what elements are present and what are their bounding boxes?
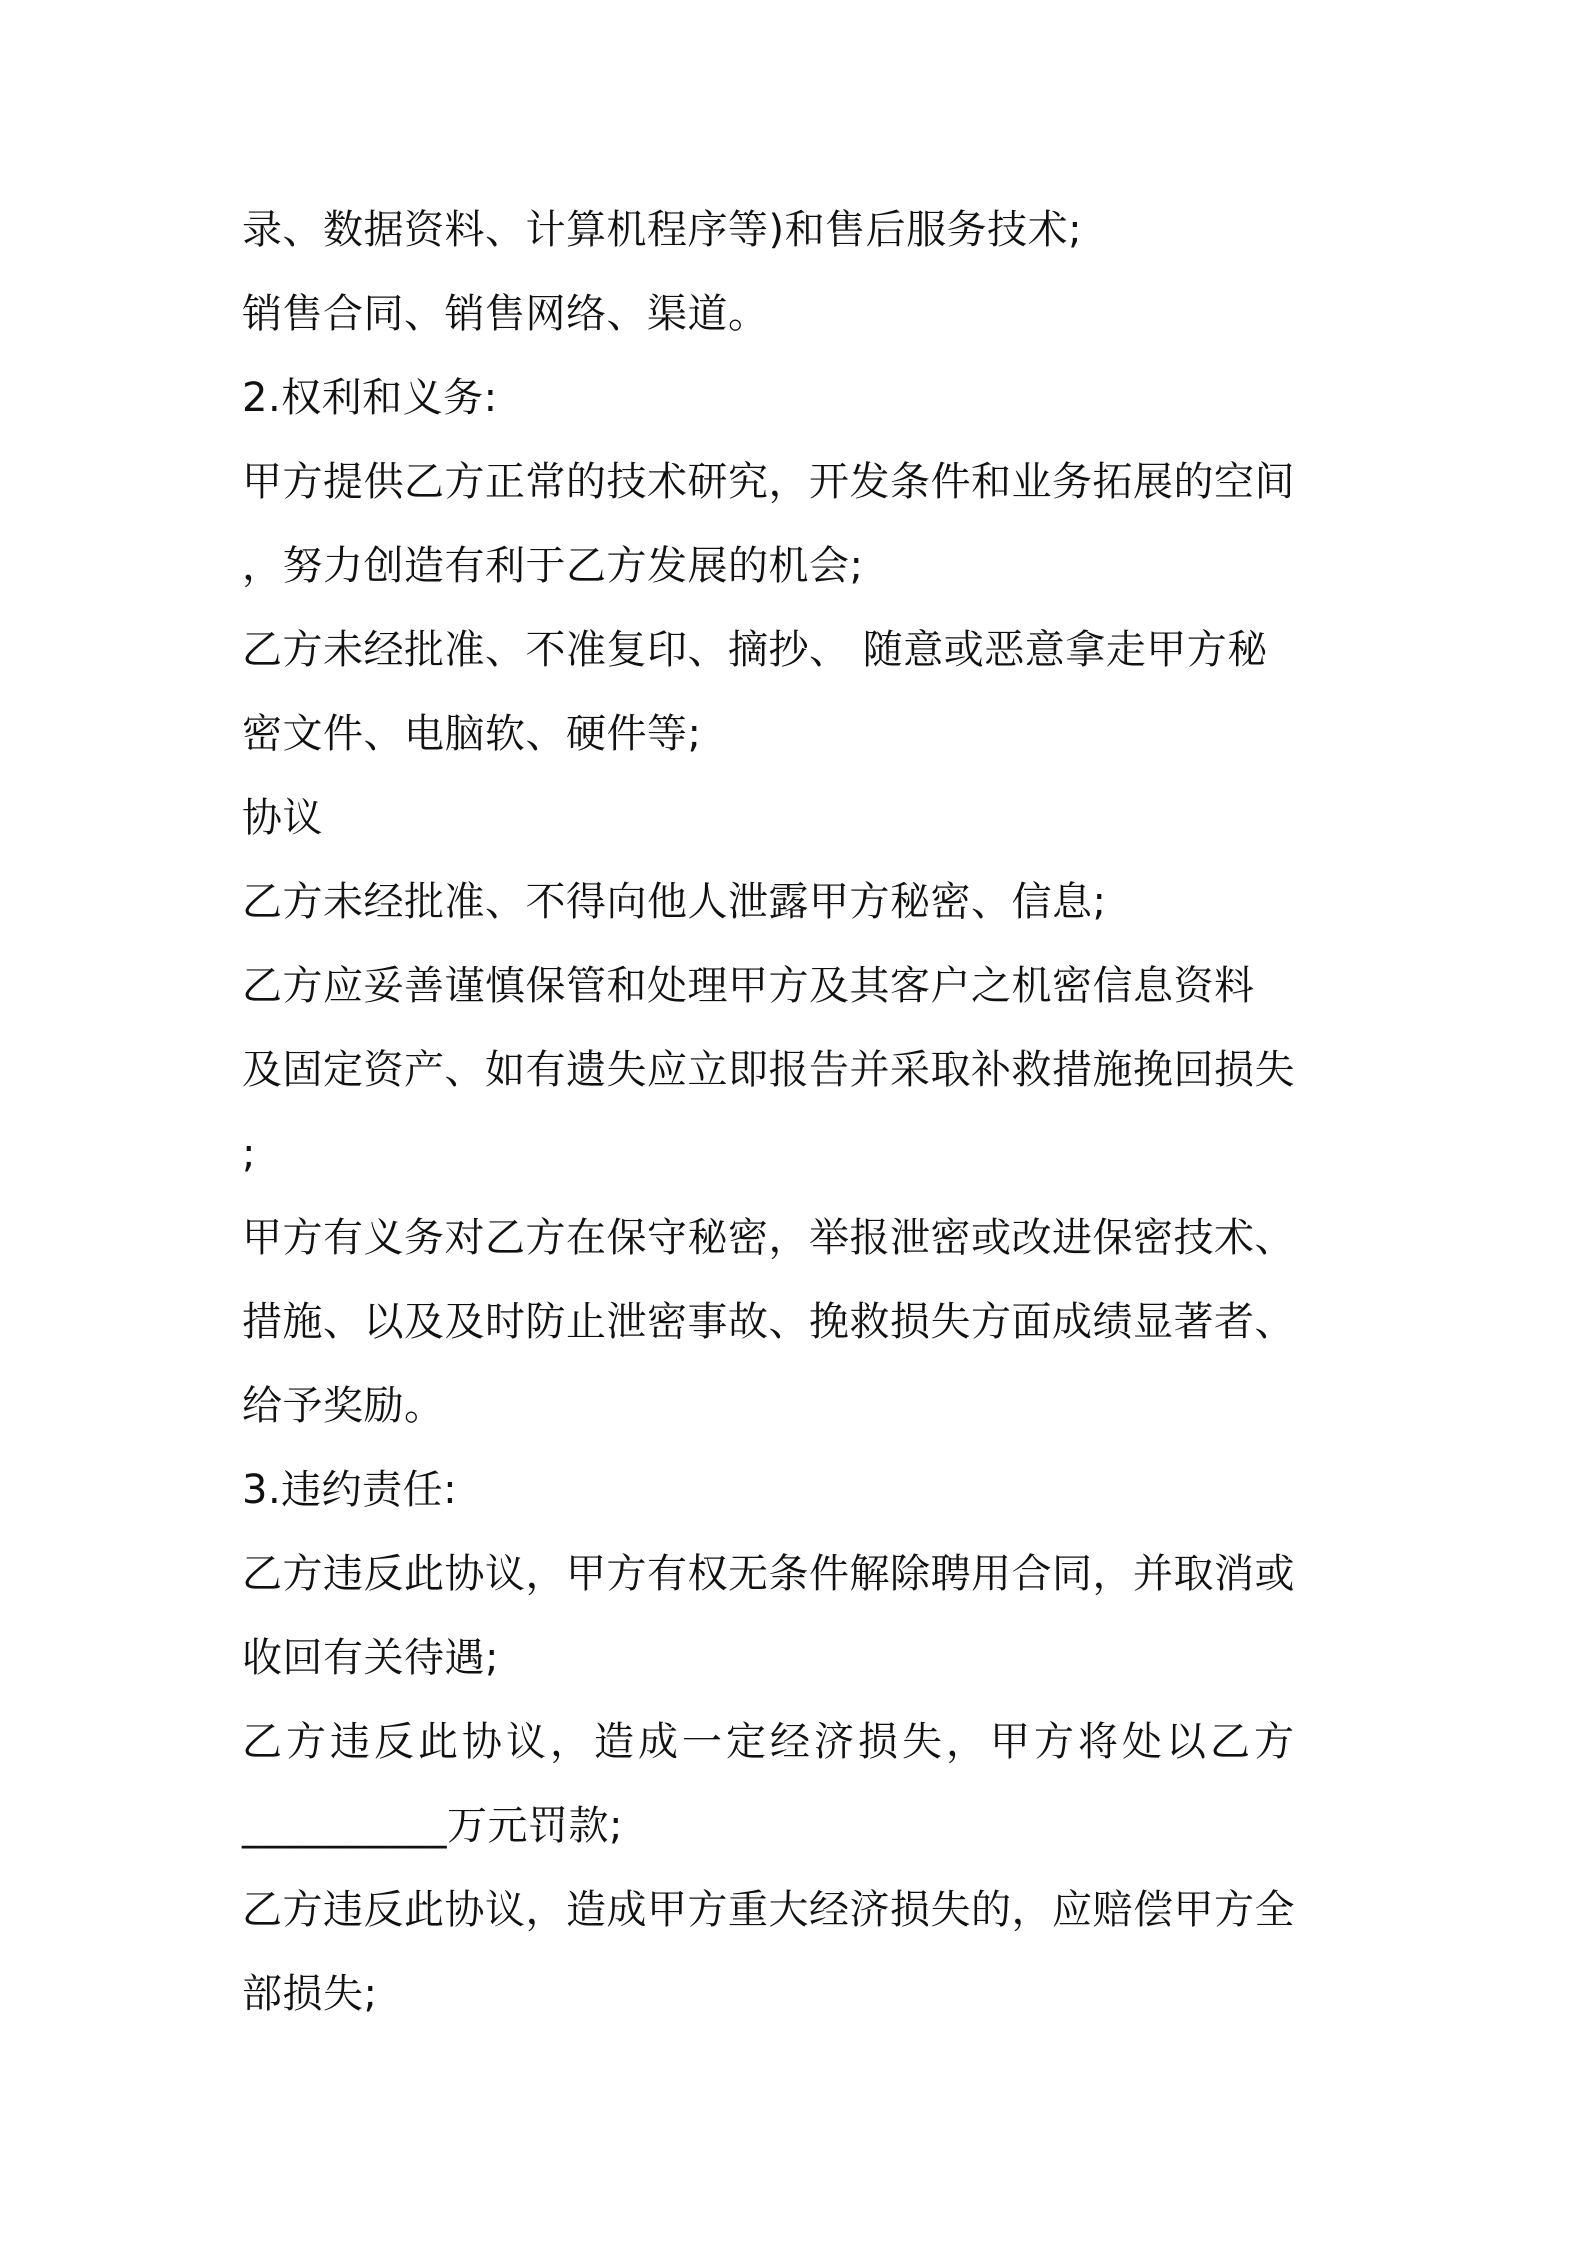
text-line: 甲方提供乙方正常的技术研究，开发条件和业务拓展的空间 — [242, 459, 1295, 505]
text-line: 甲方有义务对乙方在保守秘密，举报泄密或改进保密技术、 — [242, 1215, 1295, 1261]
text-line: 乙方未经批准、不准复印、摘抄、 随意或恶意拿走甲方秘 — [242, 627, 1268, 673]
text-line: 措施、以及及时防止泄密事故、挽救损失方面成绩显著者、 — [242, 1299, 1295, 1345]
text-line: 销售合同、销售网络、渠道。 — [242, 291, 769, 337]
text-line: 乙方违反此协议，造成一定经济损失，甲方将处以乙方 — [242, 1719, 1298, 1765]
text-line: 给予奖励。 — [242, 1383, 445, 1429]
text-line: 及固定资产、如有遗失应立即报告并采取补救措施挽回损失 — [242, 1047, 1295, 1093]
text-line: 录、数据资料、计算机程序等)和售后服务技术; — [242, 207, 1083, 253]
text-line: 收回有关待遇; — [242, 1635, 499, 1681]
text-line: __________万元罚款; — [242, 1803, 623, 1849]
text-line: 乙方未经批准、不得向他人泄露甲方秘密、信息; — [242, 879, 1107, 925]
text-line: ; — [242, 1131, 256, 1177]
text-line: 乙方违反此协议，甲方有权无条件解除聘用合同，并取消或 — [242, 1551, 1295, 1597]
text-line: 协议 — [242, 795, 323, 841]
text-line: 乙方应妥善谨慎保管和处理甲方及其客户之机密信息资料 — [242, 963, 1255, 1009]
text-line: 乙方违反此协议，造成甲方重大经济损失的，应赔偿甲方全 — [242, 1887, 1295, 1933]
text-line: ，努力创造有利于乙方发展的机会; — [242, 543, 864, 589]
section-heading: 3.违约责任: — [242, 1467, 458, 1513]
section-heading: 2.权利和义务: — [242, 375, 498, 421]
text-line: 密文件、电脑软、硬件等; — [242, 711, 702, 757]
text-line: 部损失; — [242, 1971, 378, 2017]
